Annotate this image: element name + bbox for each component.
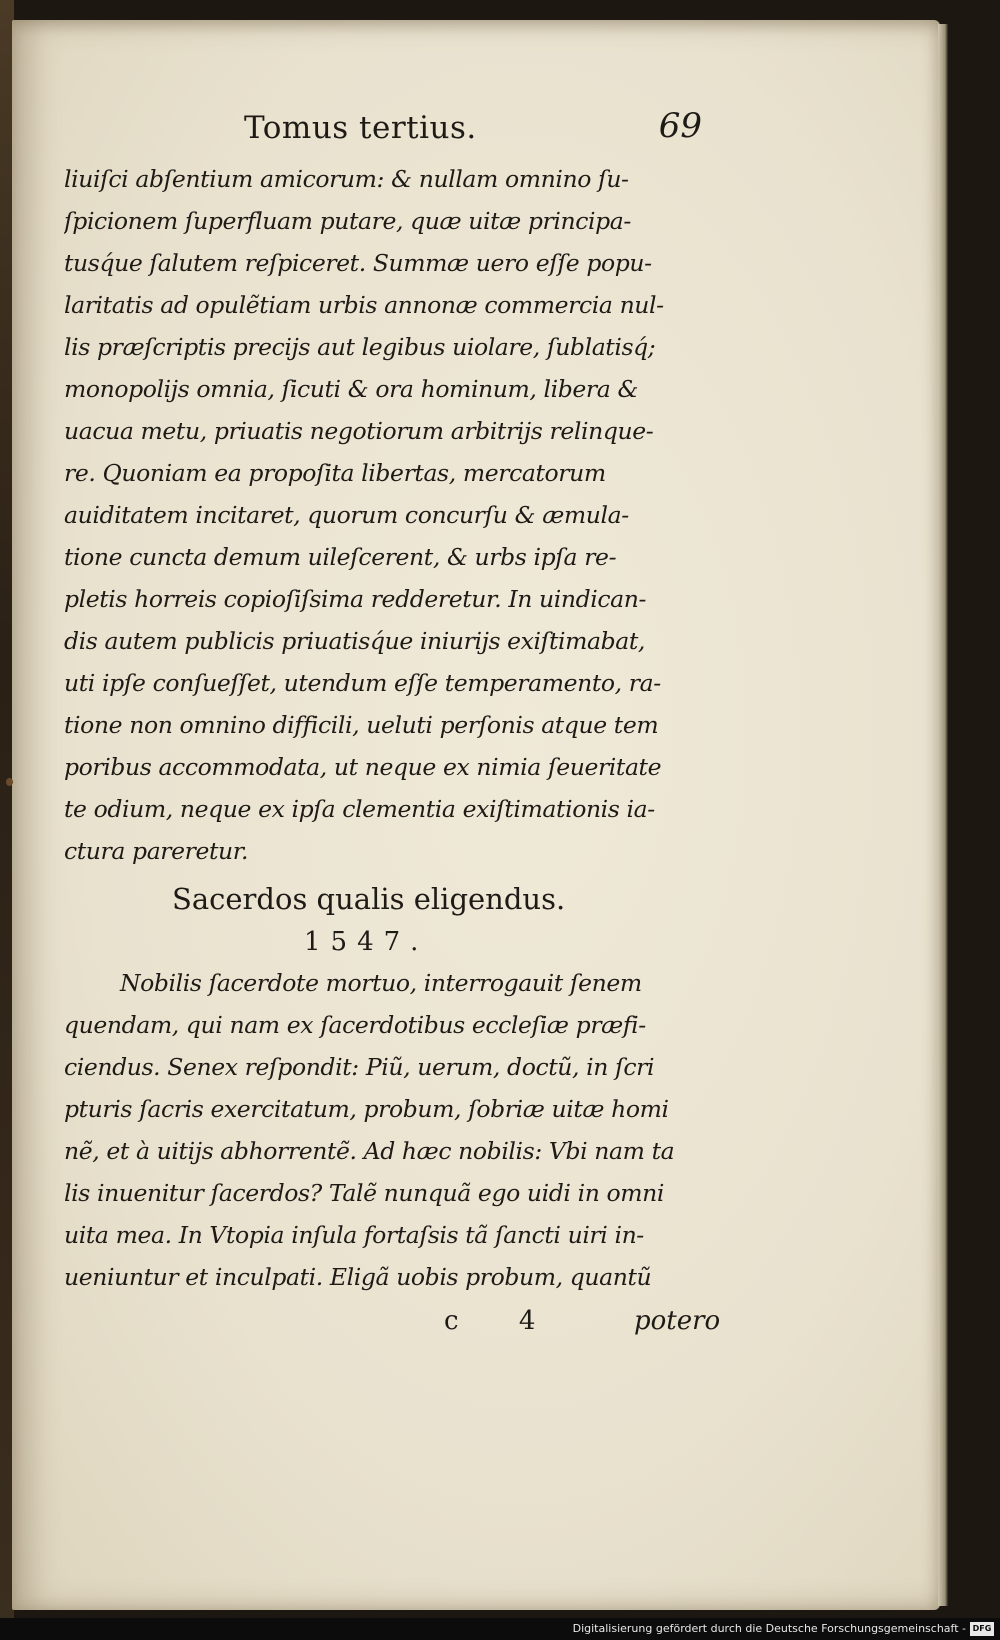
text-line: ueniuntur et inculpati. Eligã uobis probum, quantũ	[64, 1263, 652, 1291]
text-line: poribus accommodata, ut neque ex nimia ſeueritate	[64, 753, 662, 781]
text-line: pletis horreis copioſiſsima redderetur. In uindican-	[64, 585, 647, 613]
margin-spot	[6, 778, 13, 786]
text-line: uti ipſe conſueſſet, utendum eſſe temperamento, ra-	[64, 669, 661, 697]
credit-text: Digitalisierung gefördert durch die Deutsche Forschungsgemeinschaft -	[572, 1622, 966, 1635]
signature-mark: c 4	[444, 1306, 562, 1336]
text-line: lis inuenitur ſacerdos? Talẽ nunquã ego uidi in omni	[64, 1179, 664, 1207]
text-line: lis præſcriptis precijs aut legibus uiolare, ſublatisq́;	[64, 333, 656, 361]
text-line: uacua metu, priuatis negotiorum arbitrijs relinque-	[64, 417, 654, 445]
text-line: Nobilis ſacerdote mortuo, interrogauit ſenem	[120, 969, 642, 997]
section-text	[64, 962, 714, 1298]
page-right-edge	[938, 24, 948, 1606]
text-line: ctura pareretur.	[64, 837, 249, 865]
text-line: te odium, neque ex ipſa clementia exiſtimationis ia-	[64, 795, 655, 823]
text-line: tusq́ue ſalutem reſpiceret. Summæ uero eſſe popu-	[64, 249, 652, 277]
text-line: laritatis ad opulẽtiam urbis annonæ commercia nul-	[64, 291, 664, 319]
text-line: tione cuncta demum uileſcerent, & urbs ipſa re-	[64, 543, 617, 571]
dfg-logo-icon: DFG	[970, 1622, 994, 1636]
text-line: re. Quoniam ea propoſita libertas, mercatorum	[64, 459, 606, 487]
section-year: 1547.	[304, 927, 429, 957]
text-block	[64, 106, 721, 1346]
text-line: quendam, qui nam ex ſacerdotibus eccleſiæ præfi-	[64, 1011, 646, 1039]
running-title: Tomus tertius.	[244, 110, 477, 146]
text-line: dis autem publicis priuatisq́ue iniurijs exiſtimabat,	[64, 627, 645, 655]
page-footer	[64, 1302, 721, 1346]
text-line: monopolijs omnia, ſicuti & ora hominum, libera &	[64, 375, 638, 403]
body-text	[64, 158, 714, 872]
text-line: tione non omnino difficili, ueluti perſonis atque tem	[64, 711, 659, 739]
text-line: auiditatem incitaret, quorum concurſu & æmula-	[64, 501, 629, 529]
text-line: nẽ, et à uitijs abhorrentẽ. Ad hæc nobilis: Vbi nam ta	[64, 1137, 675, 1165]
catchword: potero	[634, 1306, 721, 1336]
digitization-credit-bar	[0, 1618, 1000, 1640]
page-number: 69	[658, 106, 702, 146]
text-line: pturis ſacris exercitatum, probum, ſobriæ uitæ homi	[64, 1095, 669, 1123]
text-line: ſpicionem ſuperfluam putare, quæ uitæ principa-	[64, 207, 631, 235]
page-header	[64, 106, 714, 158]
text-line: liuiſci abſentium amicorum: & nullam omnino ſu-	[64, 165, 629, 193]
text-line: ciendus. Senex reſpondit: Piũ, uerum, doctũ, in ſcri	[64, 1053, 655, 1081]
text-line: uita mea. In Vtopia inſula fortaſsis tã ſancti uiri in-	[64, 1221, 644, 1249]
section-heading: Sacerdos qualis eligendus.	[172, 882, 566, 916]
